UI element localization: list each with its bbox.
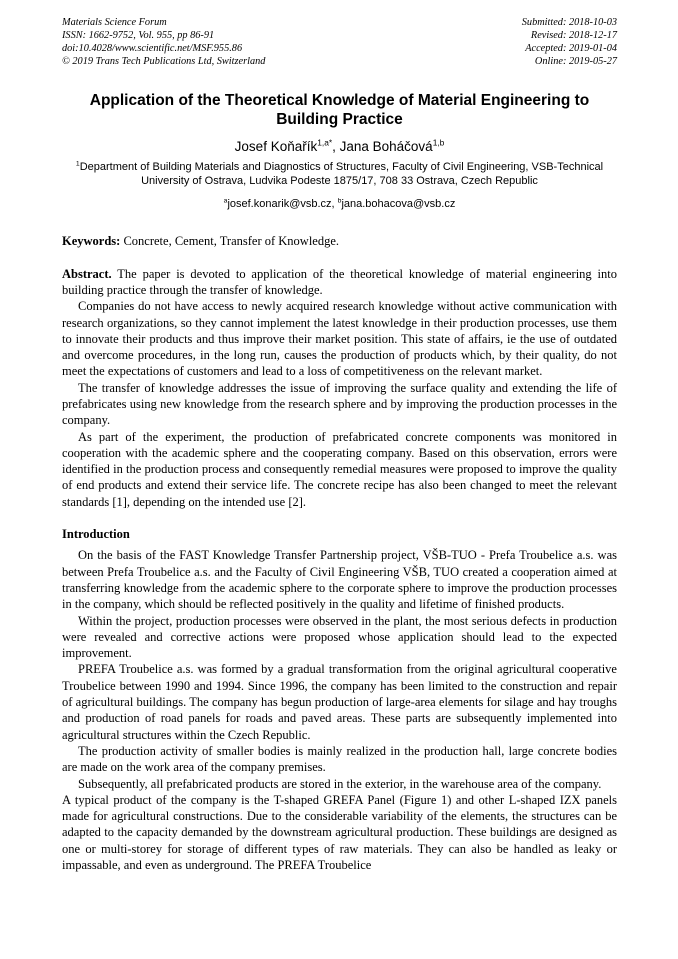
paper-title: Application of the Theoretical Knowledge of Material Engineering to Building Practice [89,91,590,129]
introduction-paragraph: The production activity of smaller bodies is mainly realized in the production hall, large concrete bodies are made on the work area of the company premises. [62,743,617,775]
introduction-paragraphs [62,547,617,873]
journal-info-line: ISSN: 1662-9752, Vol. 955, pp 86-91 [62,29,215,41]
email-1-superscript: a [223,196,228,204]
email-1 [224,198,332,210]
journal-info-line: doi:10.4028/www.scientific.net/MSF.955.86 [62,42,243,54]
abstract-paragraphs [62,298,617,510]
affiliation [62,160,617,188]
author-1-name: Josef Koňařík [234,138,318,154]
journal-info-line: © 2019 Trans Tech Publications Ltd, Switzerland [62,55,266,67]
abstract-lead-text: The paper is devoted to application of the theoretical knowledge of material engineering into building practice through the transfer of knowledge. [62,266,617,297]
journal-info-line: Materials Science Forum [62,17,167,28]
author-2-name: Jana Boháčová [339,138,433,154]
author-separator: , [332,138,340,154]
submission-date-line: Accepted: 2019-01-04 [525,42,617,54]
submission-dates [522,17,617,69]
journal-info [62,17,265,69]
abstract-lead-paragraph [62,266,617,299]
section-heading-introduction: Introduction [62,527,130,542]
abstract-label: Abstract. [62,266,112,281]
introduction-paragraph: Subsequently, all prefabricated products are stored in the exterior, in the warehouse area of the company. [78,776,602,791]
email-separator: , [331,197,338,210]
email-1-address: josef.konarik@vsb.cz [227,197,332,210]
keywords-label: Keywords: [62,233,121,248]
authors-line [62,139,617,154]
author-1 [235,139,332,154]
introduction-section [62,526,617,873]
affiliation-superscript: 1 [75,159,80,167]
abstract-paragraph: The transfer of knowledge addresses the issue of improving the surface quality and extending the life of prefabricates using new knowledge from the research sphere and by improving the production processes in the company. [62,380,617,428]
author-2-superscript: 1,b [432,137,445,148]
journal-header [62,17,617,69]
author-1-superscript: 1,a* [317,137,333,148]
affiliation-text: Department of Building Materials and Diagnostics of Structures, Faculty of Civil Engineering, VSB-Technical University of Ostrava, Ludvika Podeste 1875/17, 708 33 Ostrava, Czech Republic [79,160,604,187]
keywords-text: Concrete, Cement, Transfer of Knowledge. [123,233,340,248]
abstract-paragraph: Companies do not have access to newly acquired research knowledge without active communication with research organizations, so they cannot implement the latest knowledge in their production processes, use them to innovate their products and thus improve their market position. This state of affairs, ie the use of outdated and overcome procedures, in the long run, causes the production of products which, by their quality, do not meet the expectations of customers and lead to a loss of competitiveness on the relevant market. [62,299,617,379]
email-2 [338,198,456,210]
author-emails [62,198,617,210]
introduction-paragraph: Within the project, production processes were observed in the plant, the most serious defects in production were revealed and corrective actions were proposed whose application should lead to the expected improvement. [62,613,617,661]
email-2-address: jana.bohacova@vsb.cz [341,197,456,210]
abstract-section [62,266,617,510]
introduction-paragraph: On the basis of the FAST Knowledge Transfer Partnership project, VŠB-TUO - Prefa Troubelice a.s. was between Prefa Troubelice a.s. and the Faculty of Civil Engineering VŠB, TUO created a cooperation aimed at transferring knowledge from the academic sphere to the corporate sphere to improve the production processes in the company, which should be reflected positively in the quality and lifetime of finished products. [62,548,617,612]
submission-date-line: Revised: 2018-12-17 [530,29,617,41]
abstract-paragraph: As part of the experiment, the production of prefabricated concrete components was monitored in cooperation with the academic sphere and the cooperating company. Based on this observation, errors were identified in the production process and consequently remedial measures were proposed to improve the quality of end products and extend their service life. The concrete recipe has also been changed to meet the relevant standards [1], depending on the intended use [2]. [62,429,617,509]
submission-date-line: Online: 2019-05-27 [534,55,617,67]
submission-date-line: Submitted: 2018-10-03 [521,17,617,28]
introduction-paragraph: A typical product of the company is the T-shaped GREFA Panel (Figure 1) and other L-shaped IZX panels made for agricultural constructions. Due to the considerable variability of the elements, the structures can be adapted to the capacity demanded by the downstream agricultural production. These buildings are designed as one or multi-storey for storage of different types of raw materials. They can also be handled as leaky or impassable, and even as underground. The PREFA Troubelice [62,792,617,873]
introduction-paragraph: PREFA Troubelice a.s. was formed by a gradual transformation from the original agricultural cooperative Troubelice between 1990 and 1994. Since 1996, the company has been limited to the construction and repair of agricultural buildings. The company has begun production of large-area elements for silage and hay troughs and production of road panels for roads and paved areas. These parts are subsequently implemented into agricultural structures within the Czech Republic. [62,662,617,742]
email-2-superscript: b [337,196,342,204]
author-2 [340,139,445,154]
keywords-line [62,234,617,249]
